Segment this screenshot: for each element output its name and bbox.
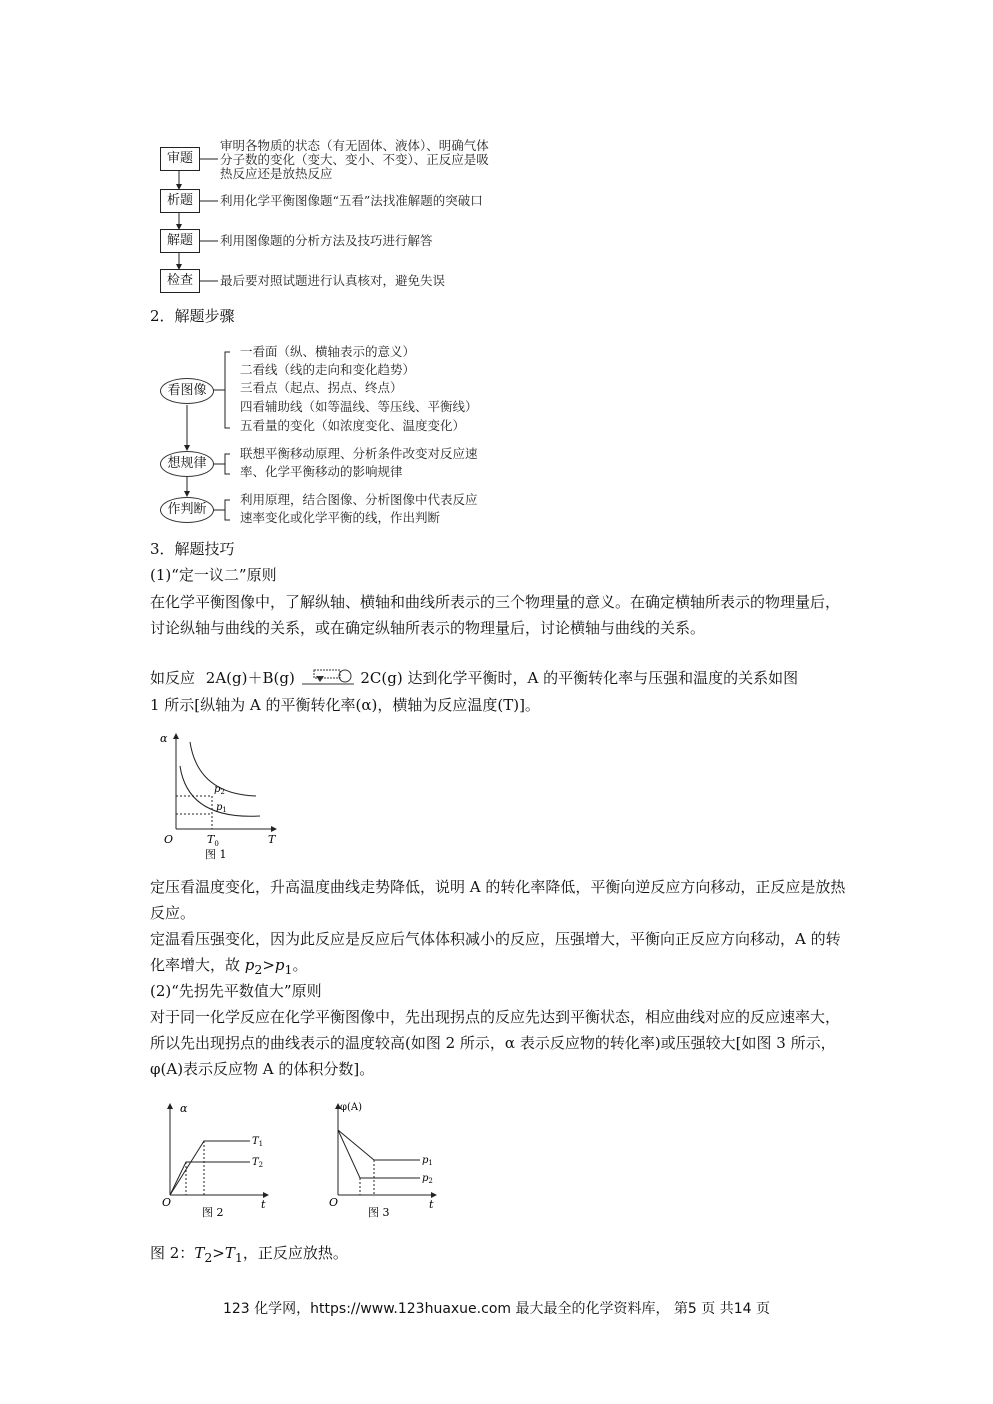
solve-desc: 利用图像题的分析方法及技巧进行解答 [220,233,433,248]
look-item-2: 二看线（线的走向和变化趋势） [240,362,416,377]
reaction-left: 2A(g)＋B(g) [205,669,295,687]
review-desc-line1: 审明各物质的状态（有无固体、液体）、明确气体 [220,138,489,153]
reaction-line2: 1 所示[纵轴为 A 的平衡转化率(α)，横轴为反应温度(T)]。 [150,696,540,714]
think-line1: 联想平衡移动原理、分析条件改变对反应速 [240,446,478,461]
principle2-text: 对于同一化学反应在化学平衡图像中，先出现拐点的反应先达到平衡状态，相应曲线对应的反应速率大，所以先出现拐点的曲线表示的温度较高(如图 2 所示，α 表示反应物的转化率)或压强较大[如图 3 所示，φ(A)表示反应物 A 的体积分数]。 [150,1008,841,1078]
look-item-5: 五看量的变化（如浓度变化、温度变化） [240,418,466,433]
step-box-review: 审题 [160,147,200,171]
steps-connectors [150,340,250,530]
think-line2: 率、化学平衡移动的影响规律 [240,464,403,479]
step-box-check: 检查 [160,269,200,293]
fig1-caption: 图 1 [205,848,227,861]
node-make-judgment: 作判断 [160,497,214,523]
figure-3 [328,1098,448,1223]
fig1-ylabel: α [160,732,168,745]
step-box-solve: 解题 [160,229,200,253]
review-desc-line3: 热反应还是放热反应 [220,166,333,181]
principle1-title: (1)“定一议二”原则 [150,566,277,584]
fig2-xlabel: t [261,1198,266,1211]
section2-heading: 2．解题步骤 [150,307,235,325]
check-desc: 最后要对照试题进行认真核对，避免失误 [220,273,446,288]
look-item-3: 三看点（起点、拐点、终点） [240,380,403,395]
curve-T2 [170,1162,250,1195]
judge-line2: 速率变化或化学平衡的线，作出判断 [240,510,441,525]
equilibrium-arrow-icon [300,668,356,686]
paragraph-temperature-constant: 定温看压强变化，因为此反应是反应后气体体积减小的反应，压强增大，平衡向正反应方向移动，A 的转化率增大，故 $p_2>p_1$。 [150,930,841,977]
page-footer: 123 化学网，https://www.123huaxue.com 最大最全的化学资料库， 第5 页 共14 页 [222,1301,770,1317]
fig2-t2-label: $T_2$ [252,1157,264,1169]
principle2-title: (2)“先拐先平数值大”原则 [150,982,322,1000]
fig1-origin: O [164,833,174,846]
fig2-caption: 图 2 [202,1206,224,1219]
reaction-right: 2C(g) [360,669,403,687]
judge-line1: 利用原理，结合图像、分析图像中代表反应 [240,492,478,507]
curve-p2 [338,1130,420,1178]
fig1-t0-label: $T_0$ [207,833,219,848]
node-look-at-graph: 看图像 [160,378,214,404]
look-item-4: 四看辅助线（如等温线、等压线、平衡线） [240,399,478,414]
fig2-origin: O [162,1196,172,1209]
fig1-xlabel: T [268,833,276,846]
principle1-text: 在化学平衡图像中，了解纵轴、横轴和曲线所表示的三个物理量的意义。在确定横轴所表示的物理量后，讨论纵轴与曲线的关系，或在确定纵轴所表示的物理量后，讨论横轴与曲线的关系。 [150,593,841,637]
reaction-suffix: 达到化学平衡时，A 的平衡转化率与压强和温度的关系如图 [407,669,799,687]
figure2-conclusion: 图 2：$T_2>T_1$，正反应放热。 [150,1244,348,1265]
analyze-desc: 利用化学平衡图像题“五看”法找准解题的突破口 [220,193,483,208]
curve-T1 [170,1141,250,1195]
curve-p1 [338,1130,420,1160]
fig2-t1-label: $T_1$ [252,1136,264,1148]
fig3-p1-label: $p_1$ [422,1155,433,1167]
fig2-ylabel: α [180,1102,188,1115]
fig3-origin: O [329,1196,339,1209]
review-desc-line2: 分子数的变化（变大、变小、不变）、正反应是吸 [220,152,489,167]
fig3-ylabel: φ(A) [340,1102,363,1113]
reaction-line [150,667,798,688]
node-think-rules: 想规律 [160,451,214,477]
paragraph-pressure-constant: 定压看温度变化，升高温度曲线走势降低，说明 A 的转化率降低，平衡向逆反应方向移动，正反应是放热反应。 [150,878,846,922]
step-box-analyze: 析题 [160,189,200,213]
fig3-p2-label: $p_2$ [422,1173,433,1185]
figure-1 [150,728,290,868]
reaction-prefix: 如反应 [150,669,196,687]
flowchart-connectors [150,140,230,300]
section3-heading: 3．解题技巧 [150,540,235,558]
fig3-xlabel: t [429,1198,434,1211]
look-item-1: 一看面（纵、横轴表示的意义） [240,344,416,359]
fig1-p1-label: $p_1$ [216,802,227,814]
fig1-p2-label: $p_2$ [214,784,225,796]
fig3-caption: 图 3 [368,1206,390,1219]
figure-2 [158,1098,278,1223]
